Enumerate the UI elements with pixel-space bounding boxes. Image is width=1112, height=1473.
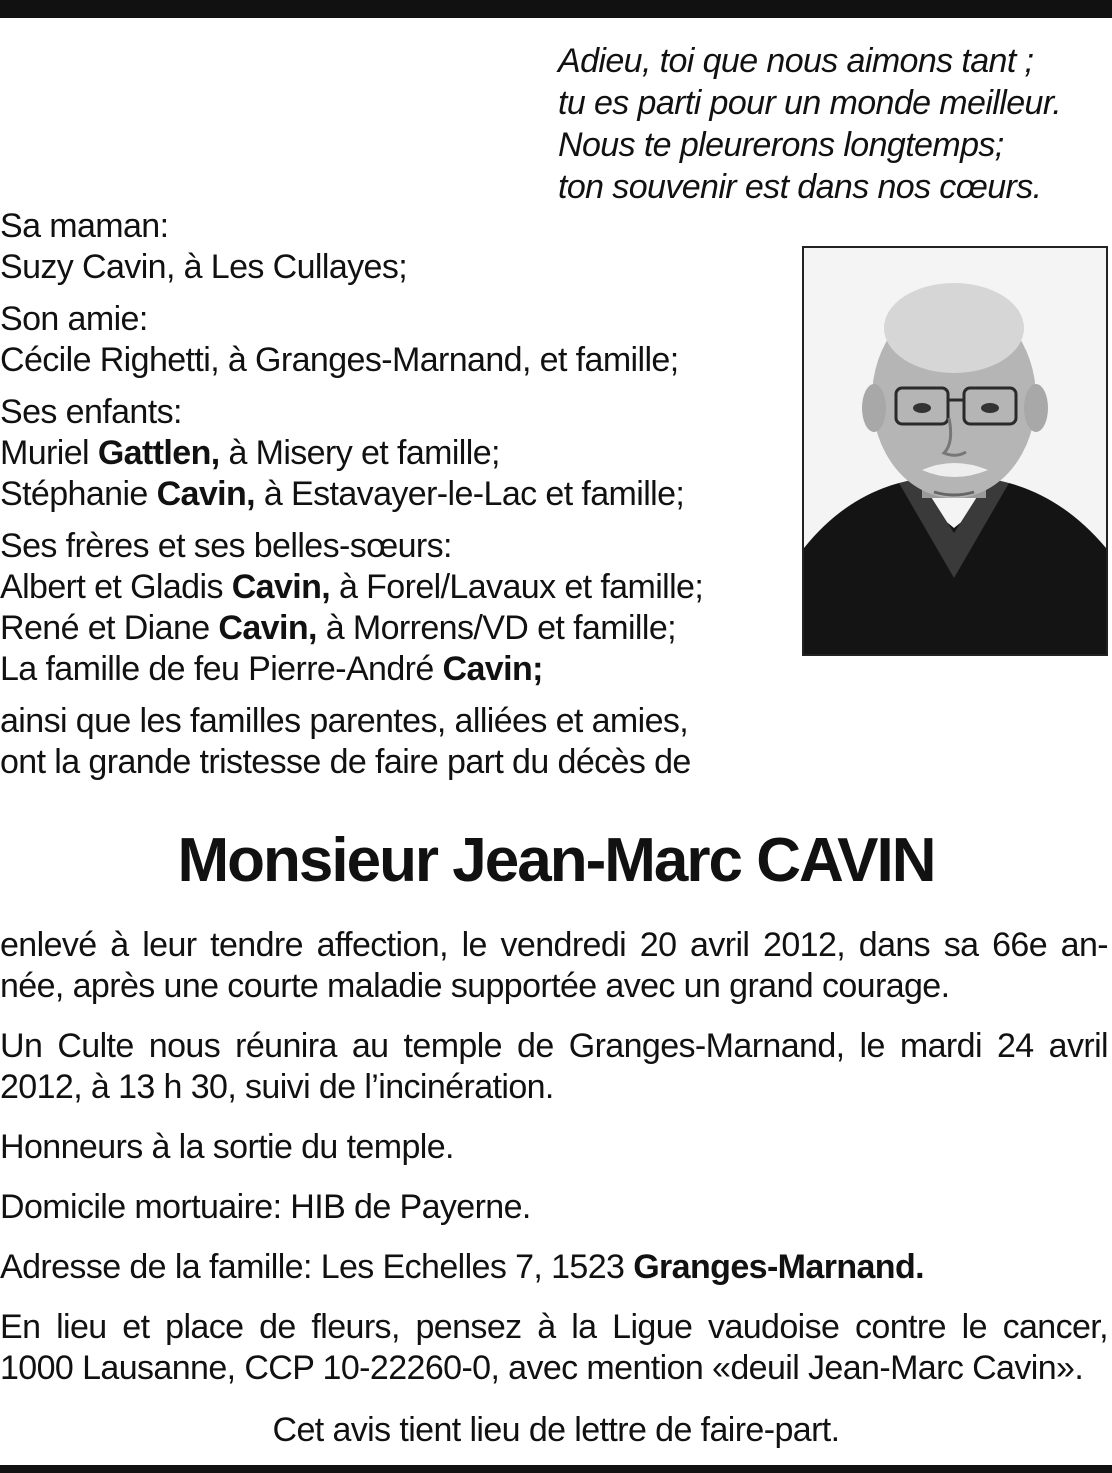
paragraph-ceremony xyxy=(0,1026,1108,1108)
announcement-line: ainsi que les familles parentes, alliées et amies, xyxy=(0,702,689,740)
text-line: Domicile mortuaire: HIB de Payerne. xyxy=(0,1188,531,1226)
closing-line: Cet avis tient lieu de lettre de faire-part. xyxy=(272,1411,840,1449)
family-label: Ses enfants: xyxy=(0,393,182,431)
address-town: Granges-Marnand. xyxy=(633,1248,924,1286)
paragraph-domicile xyxy=(0,1187,1108,1228)
address-text: Adresse de la famille: Les Echelles 7, 1523 xyxy=(0,1248,634,1286)
family-label: Sa maman: xyxy=(0,207,169,245)
member-surname: Cavin, xyxy=(156,475,256,513)
poem-line: ton souvenir est dans nos cœurs. xyxy=(558,168,1042,206)
family-group-enfants xyxy=(0,392,780,515)
member-surname: Gattlen, xyxy=(97,434,220,472)
poem-line: Nous te pleurerons longtemps; xyxy=(558,126,1004,164)
text-line: 1000 Lausanne, CCP 10-22260-0, avec mention «deuil Jean-Marc Cavin». xyxy=(0,1349,1084,1387)
member-suffix: à Morrens/VD et famille; xyxy=(316,609,676,647)
member-suffix: à Estavayer-le-Lac et famille; xyxy=(255,475,685,513)
text-line: Honneurs à la sortie du temple. xyxy=(0,1128,454,1166)
member-prefix: La famille de feu Pierre-André xyxy=(0,650,443,688)
family-member xyxy=(0,474,780,515)
portrait-illustration xyxy=(804,248,1106,654)
member-suffix: à Forel/Lavaux et famille; xyxy=(330,568,704,606)
text-line: née, après une courte maladie supportée avec un grand courage. xyxy=(0,967,950,1005)
top-rule xyxy=(0,0,1112,18)
portrait-photo xyxy=(802,246,1108,656)
family-label: Son amie: xyxy=(0,300,148,338)
family-label: Ses frères et ses belles-sœurs: xyxy=(0,527,452,565)
member-prefix: Muriel xyxy=(0,434,98,472)
text-line: 2012, à 13 h 30, suivi de l’incinération. xyxy=(0,1068,554,1106)
family-member xyxy=(0,649,780,690)
family-group-amie xyxy=(0,299,780,381)
bottom-rule xyxy=(0,1465,1112,1473)
family-member: Suzy Cavin, à Les Cullayes; xyxy=(0,248,408,286)
family-group-maman xyxy=(0,206,780,288)
text-line: Un Culte nous réunira au temple de Granges-Marnand, le mardi 24 avril xyxy=(0,1027,1108,1065)
member-prefix: René et Diane xyxy=(0,609,219,647)
member-suffix: à Misery et famille; xyxy=(219,434,500,472)
poem-line: tu es parti pour un monde meilleur. xyxy=(558,84,1062,122)
family-member: Cécile Righetti, à Granges-Marnand, et famille; xyxy=(0,341,679,379)
paragraph-address xyxy=(0,1247,1108,1288)
family-group-freres xyxy=(0,526,780,690)
poem-line: Adieu, toi que nous aimons tant ; xyxy=(558,42,1034,80)
text-line: En lieu et place de fleurs, pensez à la Ligue vaudoise contre le cancer, xyxy=(0,1308,1108,1346)
paragraph-flowers xyxy=(0,1307,1108,1389)
family-member xyxy=(0,567,780,608)
member-surname: Cavin, xyxy=(218,609,317,647)
family-group-ainsi xyxy=(0,701,780,783)
member-surname: Cavin; xyxy=(442,650,543,688)
family-list xyxy=(0,206,780,794)
text-line xyxy=(0,1247,1108,1288)
text-line: enlevé à leur tendre affection, le vendredi 20 avril 2012, dans sa 66e an- xyxy=(0,926,1108,964)
paragraph-honours xyxy=(0,1127,1108,1168)
member-prefix: Stéphanie xyxy=(0,475,157,513)
member-surname: Cavin, xyxy=(231,568,331,606)
paragraph-death xyxy=(0,925,1108,1007)
member-prefix: Albert et Gladis xyxy=(0,568,232,606)
deceased-name: Monsieur Jean-Marc CAVIN xyxy=(177,826,935,895)
family-member xyxy=(0,608,780,649)
notice-body xyxy=(0,925,1108,1408)
announcement-line: ont la grande tristesse de faire part du décès de xyxy=(0,743,691,781)
poem xyxy=(558,40,1108,208)
family-member xyxy=(0,433,780,474)
